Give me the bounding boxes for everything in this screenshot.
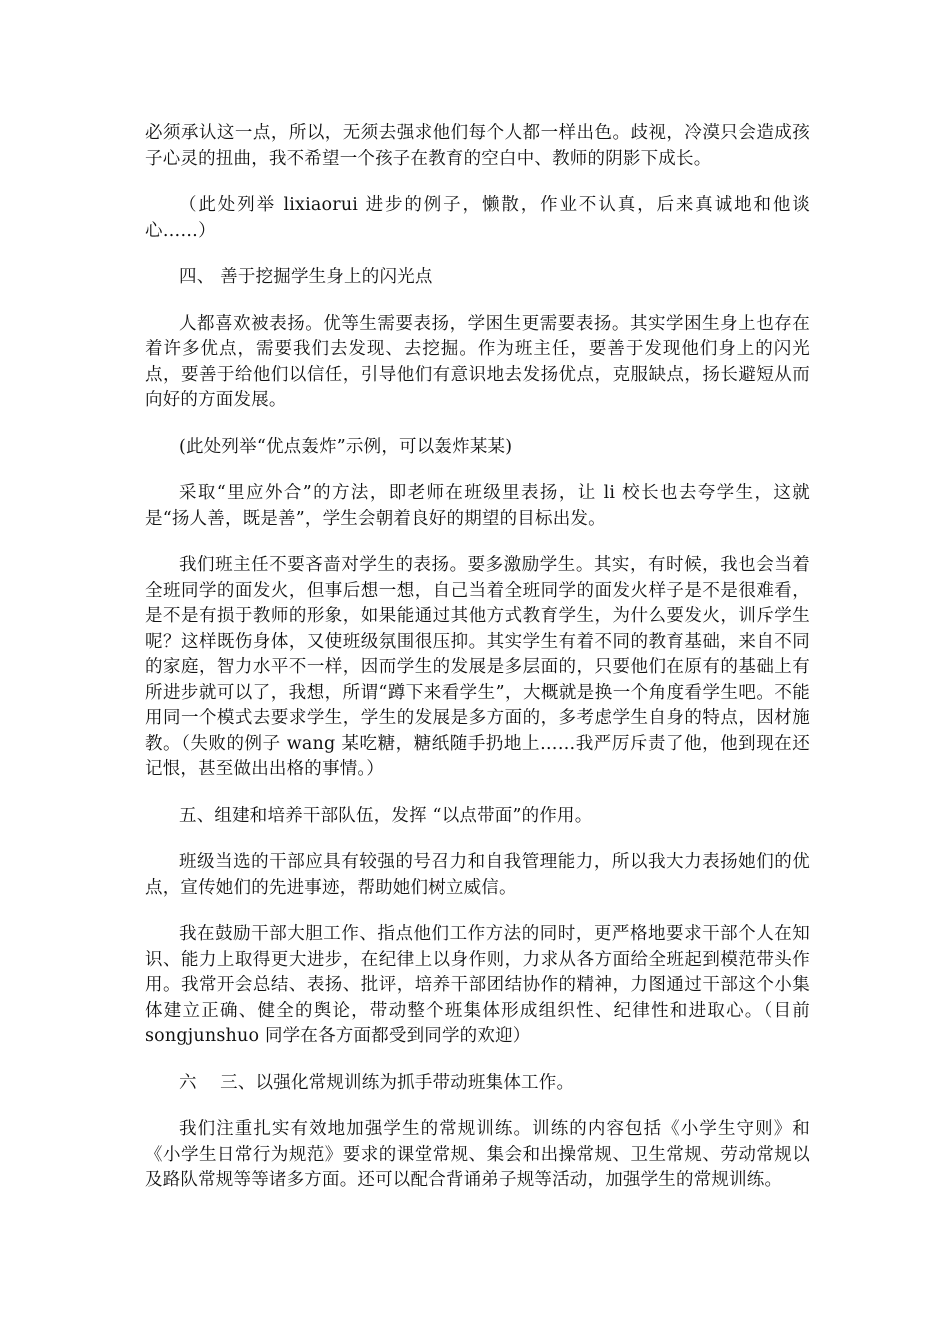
paragraph-example-note: (此处列举“优点轰炸”示例，可以轰炸某某) [179, 436, 513, 457]
paragraph-continuation: 必须承认这一点，所以，无须去强求他们每个人都一样出色。歧视，冷漠只会造成孩子心灵的扭曲，我不希望一个孩子在教育的空白中、教师的阴影下成长。 [145, 123, 810, 169]
paragraph-routine-training: 我们注重扎实有效地加强学生的常规训练。训练的内容包括《小学生守则》和《小学生日常行为规范》要求的课堂常规、集会和出操常规、卫生常规、劳动常规以及路队常规等等诸多方面。还可以配合背诵弟子规等活动，加强学生的常规训练。 [145, 1119, 810, 1190]
paragraph-example-note: （此处列举 lixiaorui 进步的例子，懒散，作业不认真，后来真诚地和他谈心……） [145, 195, 810, 241]
paragraph-encouragement: 我们班主任不要吝啬对学生的表扬。要多激励学生。其实，有时候，我也会当着全班同学的面发火，但事后想一想，自己当着全班同学的面发火样子是不是很难看，是不是有损于教师的形象，如果能通过其他方式教育学生，为什么要发火，训斥学生呢？这样既伤身体，又使班级氛围很压抑。其实学生有着不同的教育基础，来自不同的家庭，智力水平不一样，因而学生的发展是多层面的，只要他们在原有的基础上有所进步就可以了，我想，所谓“蹲下来看学生”，大概就是换一个角度看学生吧。不能用同一个模式去要求学生，学生的发展是多方面的，多考虑学生自身的特点，因材施教。（失败的例子 wang 某吃糖，糖纸随手扔地上……我严厉斥责了他，他到现在还记恨，甚至做出出格的事情。） [145, 555, 810, 779]
section-heading-5: 五、组建和培养干部队伍，发挥 “以点带面”的作用。 [179, 805, 593, 826]
paragraph-cadre-training: 我在鼓励干部大胆工作、指点他们工作方法的同时，更严格地要求干部个人在知识、能力上取得更大进步，在纪律上以身作则，力求从各方面给全班起到模范带头作用。我常开会总结、表扬、批评，培养干部团结协作的精神，力图通过干部这个小集体建立正确、健全的舆论，带动整个班集体形成组织性、纪律性和进取心。（目前 songjunshuo 同学在各方面都受到同学的欢迎） [145, 924, 810, 1046]
paragraph-praise: 人都喜欢被表扬。优等生需要表扬，学困生更需要表扬。其实学困生身上也存在着许多优点，需要我们去发现、去挖掘。作为班主任，要善于发现他们身上的闪光点，要善于给他们以信任，引导他们有意识地去发扬优点，克服缺点，扬长避短从而向好的方面发展。 [145, 313, 810, 410]
document-body [145, 121, 810, 1215]
paragraph-cadres: 班级当选的干部应具有较强的号召力和自我管理能力，所以我大力表扬她们的优点，宣传她们的先进事迹，帮助她们树立威信。 [145, 852, 810, 898]
section-heading-4: 四、 善于挖掘学生身上的闪光点 [179, 267, 433, 287]
paragraph-method: 采取“里应外合”的方法，即老师在班级里表扬，让 li 校长也去夸学生，这就是“扬人善，既是善”，学生会朝着良好的期望的目标出发。 [145, 483, 810, 529]
section-heading-6: 六 三、以强化常规训练为抓手带动班集体工作。 [179, 1072, 575, 1093]
